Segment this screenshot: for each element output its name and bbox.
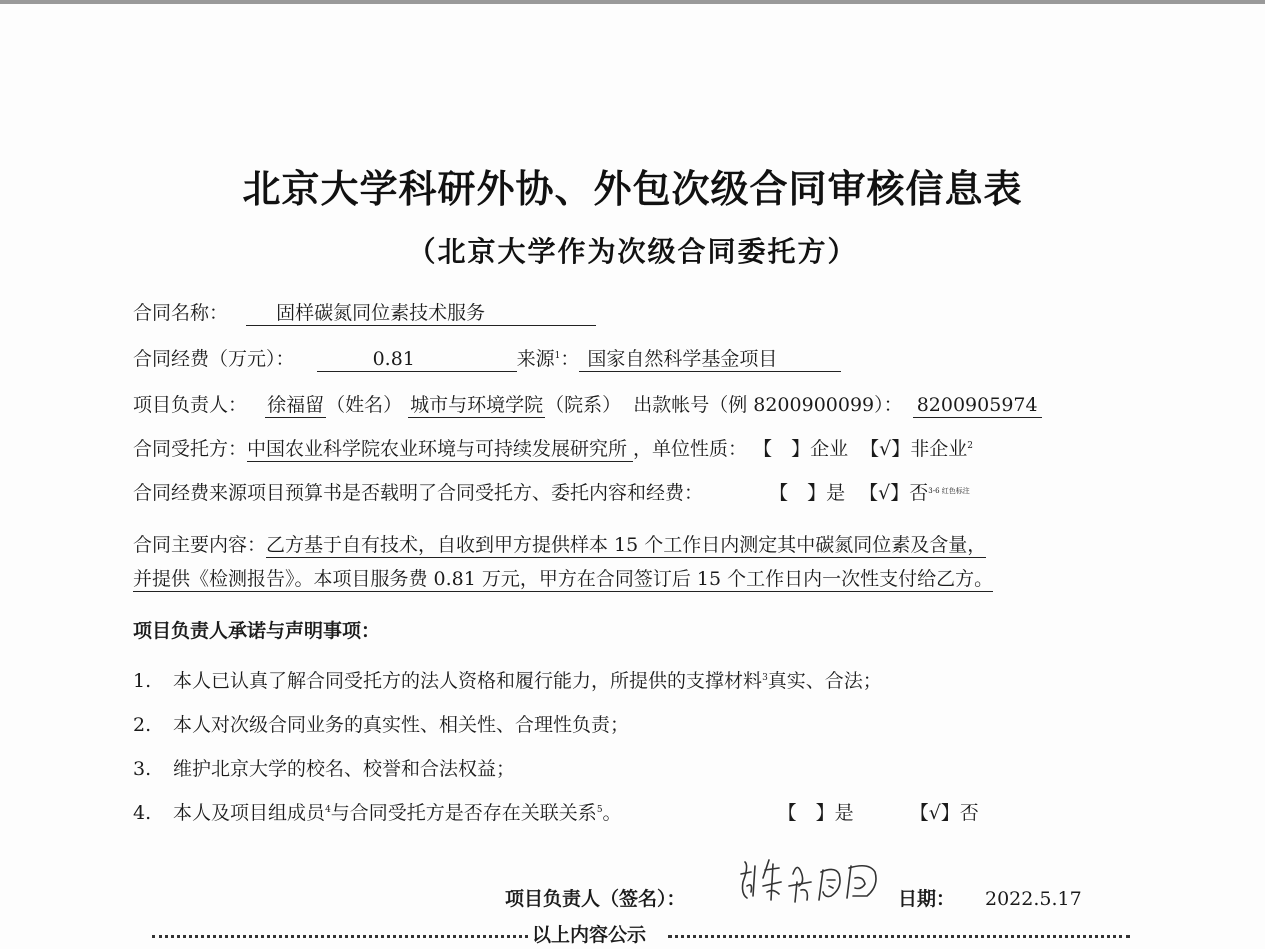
contractor-label: 合同受托方：: [133, 438, 248, 460]
non-enterprise-checkbox: 【√】: [860, 438, 911, 460]
pi-row: [133, 392, 1042, 418]
related-yes-label: 是: [834, 802, 854, 824]
commitment-item-4: [133, 800, 979, 826]
main-content-line-1: 乙方基于自有技术，自收到甲方提供样本 15 个工作日内测定其中碳氮同位素及含量，: [266, 534, 987, 556]
commitment-text: 本人及项目组成员: [173, 802, 326, 824]
commitment-item-1: [133, 668, 882, 694]
enterprise-checkbox: 【 】: [753, 438, 811, 460]
main-content-line-2: 并提供《检测报告》。本项目服务费 0.81 万元，甲方在合同签订后 15 个工作日内一次性支付给乙方。: [133, 568, 994, 590]
pi-name: 徐福留: [267, 394, 325, 416]
related-no-label: 否: [959, 802, 979, 824]
handwritten-signature: [735, 852, 890, 916]
commitment-number: 4.: [133, 802, 152, 824]
commitment-note: 3: [762, 673, 768, 683]
footer-dots-right: [668, 935, 1130, 938]
related-yes-checkbox: 【 】: [777, 802, 835, 824]
main-content-label: 合同主要内容：: [133, 534, 267, 556]
related-no-checkbox: 【√】: [909, 802, 960, 824]
budget-question-row: [133, 480, 970, 506]
commitment-note: 4: [325, 805, 331, 815]
main-content-row-1: [133, 532, 986, 558]
contract-name-label: 合同名称：: [133, 302, 229, 324]
commitment-text-end: 。: [602, 802, 622, 824]
contract-name-value: 固样碳氮同位素技术服务: [246, 301, 596, 326]
fee-source-sep: ：: [560, 348, 580, 370]
date-label: 日期：: [898, 888, 956, 910]
main-content-row-2: [133, 566, 993, 592]
enterprise-label: 企业: [810, 438, 849, 460]
contract-fee-row: [133, 346, 841, 372]
pi-department: 城市与环境学院: [410, 394, 544, 416]
budget-no-checkbox: 【√】: [859, 482, 910, 504]
pi-account-label: 出款帐号（例 8200900099）：: [633, 394, 903, 416]
document-subtitle: （北京大学作为次级合同委托方）: [407, 235, 858, 268]
pi-name-hint: （姓名）: [326, 394, 403, 416]
commitment-number: 3.: [133, 758, 152, 780]
non-enterprise-label: 非企业: [910, 438, 968, 460]
footer-text: 以上内容公示: [532, 924, 647, 946]
footer-dots-left: [152, 935, 528, 938]
sign-label: 项目负责人（签名）：: [505, 888, 686, 910]
commitment-text-cont: 与合同受托方是否存在关联关系: [330, 802, 597, 824]
commitment-item-3: [133, 756, 515, 782]
budget-yes-checkbox: 【 】: [769, 482, 827, 504]
contract-fee-value: 0.81: [317, 347, 517, 372]
commitment-text-cont: 真实、合法；: [767, 670, 882, 692]
commitment-number: 1.: [133, 670, 152, 692]
contractor-value: 中国农业科学院农业环境与可持续发展研究所: [247, 437, 633, 462]
commitment-number: 2.: [133, 714, 152, 736]
pi-account: 8200905974: [913, 393, 1042, 418]
budget-note: 3-6 红色标注: [928, 487, 970, 495]
fee-source-note: 1: [554, 351, 561, 361]
commitment-text: 本人已认真了解合同受托方的法人资格和履行能力，所提供的支撑材料: [173, 670, 763, 692]
fee-source-value: 国家自然科学基金项目: [579, 347, 841, 372]
unit-type-label: ，单位性质：: [633, 438, 748, 460]
budget-no-label: 否: [909, 482, 929, 504]
signature-image: [735, 852, 890, 912]
commitment-item-2: [133, 712, 629, 738]
unit-type-note: 2: [967, 441, 974, 451]
fee-source-label: 来源: [516, 348, 555, 370]
contractor-row: [133, 436, 973, 462]
contract-fee-label: 合同经费（万元）：: [133, 348, 295, 370]
document-title: 北京大学科研外协、外包次级合同审核信息表: [242, 167, 1023, 211]
budget-yes-label: 是: [826, 482, 846, 504]
commitments-heading: 项目负责人承诺与声明事项：: [133, 620, 381, 642]
commitment-text: 维护北京大学的校名、校誉和合法权益；: [173, 758, 516, 780]
contract-name-row: [133, 300, 596, 326]
commitment-note-2: 5: [596, 805, 603, 815]
pi-department-hint: （院系）: [545, 394, 622, 416]
pi-label: 项目负责人：: [133, 394, 248, 416]
date-value: 2022.5.17: [985, 888, 1082, 910]
commitment-text: 本人对次级合同业务的真实性、相关性、合理性负责；: [173, 714, 630, 736]
budget-question-text: 合同经费来源项目预算书是否载明了合同受托方、委托内容和经费：: [133, 482, 704, 504]
